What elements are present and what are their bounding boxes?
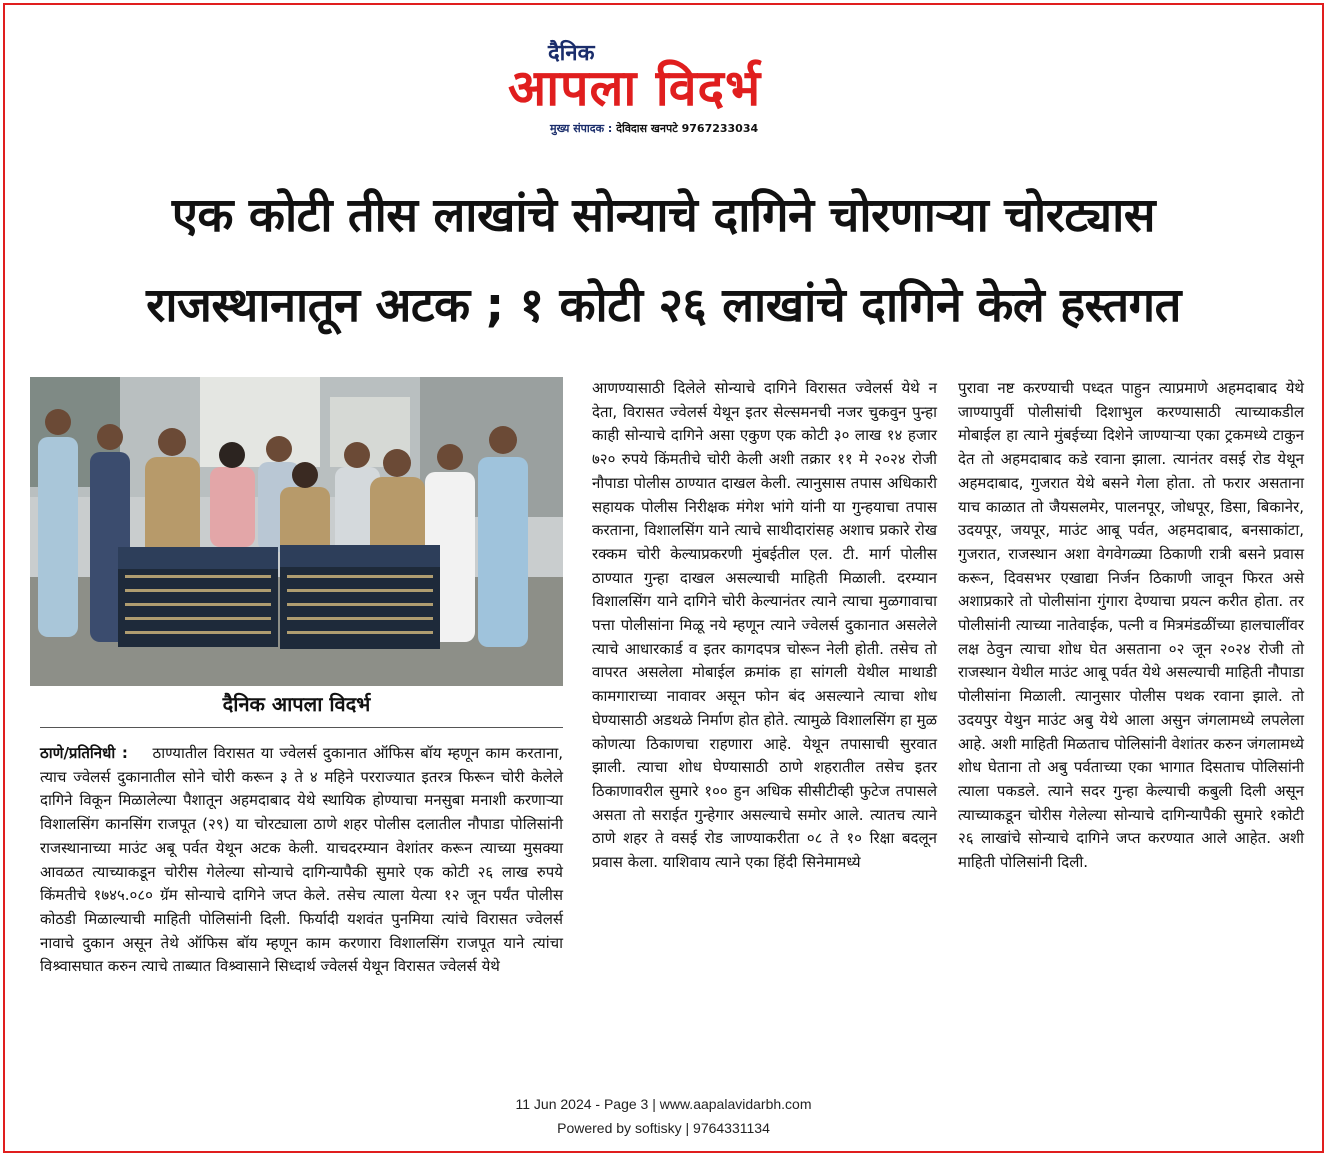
police-group-photo — [30, 377, 563, 686]
headline-line-1: एक कोटी तीस लाखांचे सोन्याचे दागिने चोरणाऱ्या चोरट्यास — [171, 188, 1156, 243]
news-photo — [30, 377, 563, 686]
byline: ठाणे/प्रतिनिधी : — [40, 744, 128, 762]
headline-line-2: राजस्थानातून अटक ; १ कोटी २६ लाखांचे दागिने केले हस्तगत — [146, 278, 1181, 333]
photo-caption: दैनिक आपला विदर्भ — [222, 692, 371, 716]
editor-label: मुख्य संपादक : — [550, 122, 613, 135]
article-column-3: पुरावा नष्ट करण्याची पध्दत पाहुन त्याप्रमाणे अहमदाबाद येथे जाण्यापुर्वी पोलीसांची दिशाभुल करण्यासाठी त्याच्याकडील मोबाईल हा त्याने मुंबईच्या दिशेने जाण्याऱ्या एका ट्रकमध्ये टाकुन देत तो अहमदाबाद कडे रवाना झाला. त्यानंतर वसई रोड येथून अहमदाबाद, गुजरात येथे बसने गेला होता. तो फरार असताना याच काळात तो जैयसलमेर, पालनपूर, जोधपूर, डिसा, बिकानेर, उदयपूर, जयपूर, माउंट आबू पर्वत, अहमदाबाद, बनसाकांटा, गुजरात, राजस्थान अशा वेगवेगळ्या ठिकाणी रात्री बसने प्रवास करून, दिवसभर एखाद्या निर्जन ठिकाणी जावून फिरत असे अशाप्रकारे तो पोलीसांना गुंगारा देण्याचा प्रयत्न करीत होता. तर पोलीसांनी त्याच्या नातेवाईक, पत्नी व मित्रमंडळींच्या हालचालींवर लक्ष ठेवुन त्याचा शोध घेत असताना ०२ जून २०२४ रोजी तो राजस्थान येथील माउंट आबू पर्वत येथे असल्याची माहिती नौपाडा पोलीसांना मिळाली. त्यानुसार पोलीस पथक रवाना झाले. तो उदयपुर येथुन माउंट अबु येथे आला असुन जंगलामध्ये लपलेला आहे. अशी माहिती मिळताच पोलिसांनी वेशांतर करुन जंगलामध्ये शोध घेताना तो अबु पर्वताच्या एका भागात दिसताच पोलिसांनी त्याला पकडले. त्याने सदर गुन्हा केल्याची कबुली दिली असून त्याच्याकडून चोरीस गेलेल्या सोन्याचे दागिन्यापैकी सुमारे १कोटी २६ लाखांचे सोन्याचे दागिने जप्त करण्यात आले आहेत. अशी माहिती पोलिसांनी दिली. — [958, 379, 1304, 872]
footer-powered-by: Powered by softisky | 9764331134 — [557, 1120, 770, 1136]
footer-date-page: 11 Jun 2024 - Page 3 | www.aapalavidarbh.com — [515, 1096, 812, 1112]
masthead-small-title: दैनिक — [548, 41, 595, 66]
masthead-editor — [550, 121, 758, 136]
editor-value: देविदास खनपटे 9767233034 — [616, 122, 759, 135]
article-column-1 — [40, 742, 563, 979]
article-column-2: आणण्यासाठी दिलेले सोन्याचे दागिने विरासत ज्वेलर्स येथे न देता, विरासत ज्वेलर्स येथून इतर सेल्समनची नजर चुकवुन पुन्हा काही सोन्याचे दागिने असा एकुण एक कोटी ३० लाख १४ हजार ७२० रुपये किंमतीचे चोरी केली अशी तक्रार ११ मे २०२४ रोजी नौपाडा पोलीस ठाण्यात दाखल केली. त्यानुसास तपास अधिकारी सहायक पोलीस निरीक्षक मंगेश भांगे यांनी या गुन्हयाचा तपास करताना, विशालसिंग याने त्याचे साथीदारांसह अशाच प्रकारे रोख रक्कम चोरी केल्याप्रकरणी मुंबईतील एल. टी. मार्ग पोलीस ठाण्यात गुन्हा दाखल असल्याची माहिती मिळाली. दरम्यान विशालसिंग याने दागिने चोरी केल्यानंतर त्याने त्याचा मुळगावाचा पत्ता पोलीसांना मिळू नये म्हणून त्याने ज्वेलर्स दुकानात असलेले त्याचे आधारकार्ड व इतर कागदपत्र चोरून नेली होती. तसेच तो वापरत असलेला मोबाईल क्रमांक हा सांगली येथील माथाडी कामगाराच्या नावावर असून फोन बंद असल्याने त्याचा शोध घेण्यासाठी अडथळे निर्माण होत होते. त्यामुळे विशालसिंग हा मुळ कोणत्या ठिकाणचा राहणारा आहे. येथून तपासाची सुरवात झाली. त्याचा शोध घेण्यासाठी ठाणे शहरातील तसेच इतर ठिकाणावरील सुमारे १०० हुन अधिक सीसीटीव्ही फुटेज तपासले असता तो सराईत गुन्हेगार असल्याचे समोर आले. त्यातच त्याने ठाणे शहर ते वसई रोड जाण्याकरीता ०८ ते १० रिक्षा बदलून प्रवास केला. याशिवाय त्याने एका हिंदी सिनेमामध्ये — [592, 379, 937, 872]
caption-divider — [40, 727, 563, 728]
column-1-text: ठाण्यातील विरासत या ज्वेलर्स दुकानात ऑफिस बॉय म्हणून काम करताना, त्याच ज्वेलर्स दुकानातील सोने चोरी करून ३ ते ४ महिने परराज्यात इतरत्र फिरून चोरी केलेले दागिने विकून मिळालेल्या पैशातून अहमदाबाद येथे स्थायिक होण्याचा मनसुबा मनाशी करणाऱ्या विशालसिंग कानसिंग राजपूत (२९) या चोरट्याला ठाणे शहर पोलीस दलातील नौपाडा पोलिसांनी राजस्थानाच्या माउंट अबू पर्वत येथून अटक केली. याचदरम्यान वेशांतर करून त्याच्या मुसक्या आवळत त्याच्याकडून चोरीस गेलेल्या सोन्याचे दागिन्यापैकी सुमारे एक कोटी २६ लाख रुपये किंमतीचे १७४५.०८० ग्रॅम सोन्याचे दागिने जप्त केले. तसेच त्याला येत्या १२ जून पर्यंत पोलीस कोठडी मिळाल्याची माहिती पोलिसांनी दिली. फिर्यादी यशवंत पुनमिया त्यांचे विरासत ज्वेलर्स नावाचे दुकान असून तेथे ऑफिस बॉय म्हणून काम करणारा विशालसिंग राजपूत याने त्यांचा विश्र्वासघात करुन त्याचे ताब्यात विश्र्वासाने सिध्दार्थ ज्वेलर्स येथून विरासत ज्वेलर्स येथे — [40, 744, 564, 976]
masthead-logo-title: आपला विदर्भ — [508, 59, 762, 117]
